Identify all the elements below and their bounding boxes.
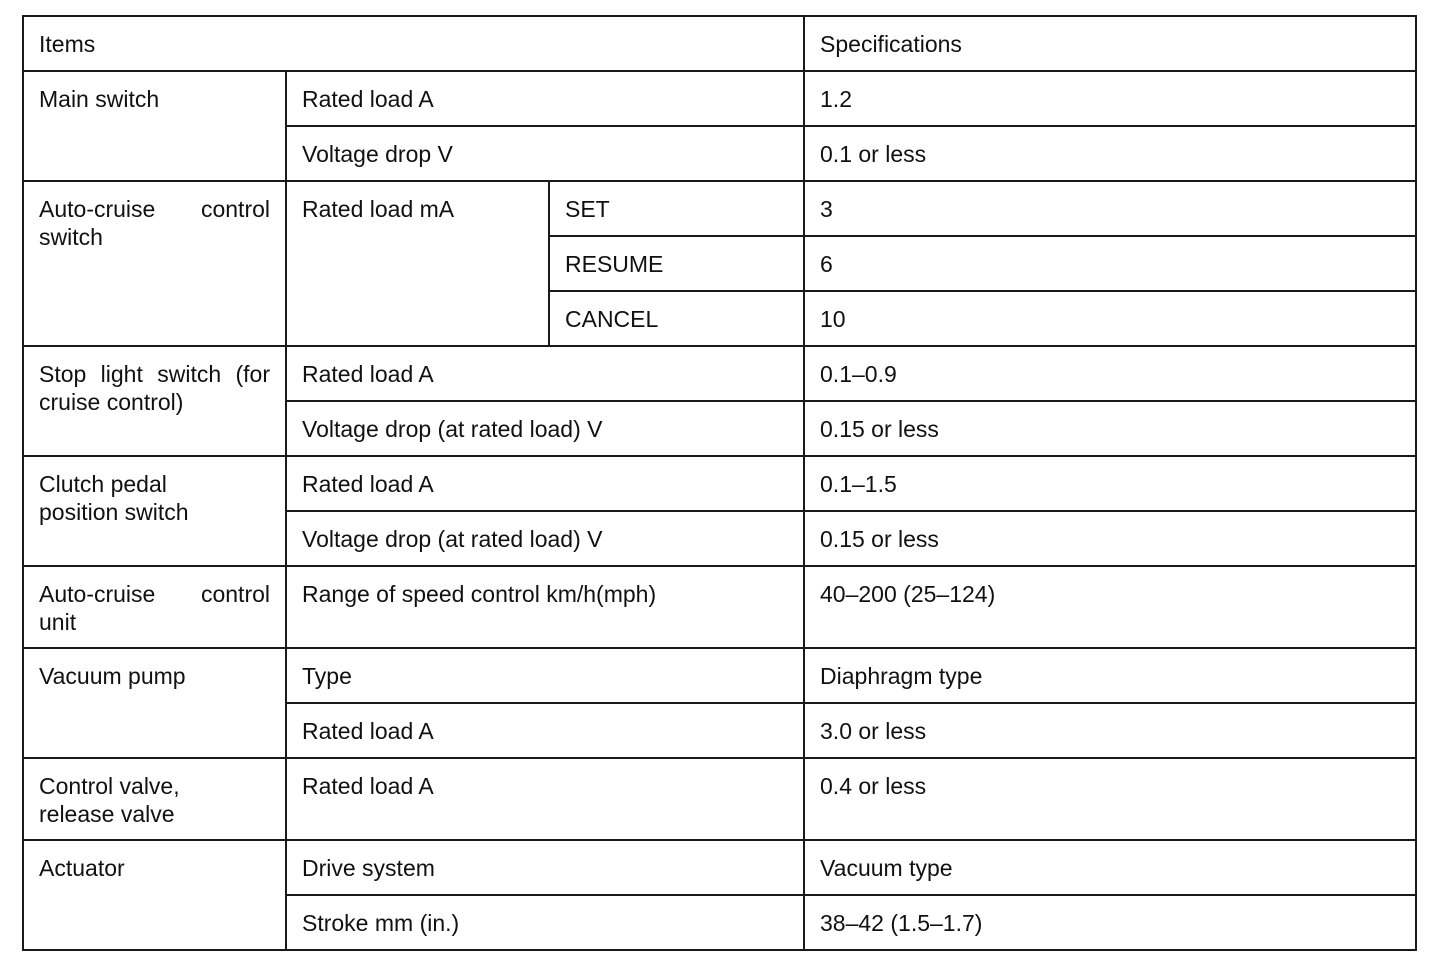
actuator-stroke-value: 38–42 (1.5–1.7) bbox=[804, 895, 1416, 950]
table-row bbox=[23, 758, 1416, 840]
item-actuator: Actuator bbox=[23, 840, 286, 950]
main-switch-rated-load-value: 1.2 bbox=[804, 71, 1416, 126]
cancel-value: 10 bbox=[804, 291, 1416, 346]
cancel-label: CANCEL bbox=[549, 291, 804, 346]
item-stop-light-switch: Stop light switch (for cruise control) bbox=[23, 346, 286, 456]
table-row bbox=[23, 346, 1416, 401]
stop-light-rated-load-value: 0.1–0.9 bbox=[804, 346, 1416, 401]
resume-label: RESUME bbox=[549, 236, 804, 291]
control-valve-item-line1: Control valve, bbox=[39, 773, 180, 799]
vacuum-pump-type-value: Diaphragm type bbox=[804, 648, 1416, 703]
table-row bbox=[23, 181, 1416, 236]
main-switch-rated-load-label: Rated load A bbox=[286, 71, 804, 126]
item-clutch-pedal-position-switch bbox=[23, 456, 286, 566]
clutch-voltage-drop-label: Voltage drop (at rated load) V bbox=[286, 511, 804, 566]
table-row bbox=[23, 840, 1416, 895]
clutch-rated-load-label: Rated load A bbox=[286, 456, 804, 511]
control-valve-rated-load-value: 0.4 or less bbox=[804, 758, 1416, 840]
vacuum-pump-rated-load-value: 3.0 or less bbox=[804, 703, 1416, 758]
control-valve-item-line2: release valve bbox=[39, 801, 175, 827]
main-switch-voltage-drop-label: Voltage drop V bbox=[286, 126, 804, 181]
speed-range-value: 40–200 (25–124) bbox=[804, 566, 1416, 648]
table-row bbox=[23, 456, 1416, 511]
actuator-drive-value: Vacuum type bbox=[804, 840, 1416, 895]
item-auto-cruise-control-switch: Auto-cruise control switch bbox=[23, 181, 286, 346]
item-control-release-valve bbox=[23, 758, 286, 840]
table-row bbox=[23, 648, 1416, 703]
clutch-item-line1: Clutch pedal bbox=[39, 471, 167, 497]
header-items: Items bbox=[23, 16, 804, 71]
item-auto-cruise-control-unit: Auto-cruise control unit bbox=[23, 566, 286, 648]
actuator-drive-label: Drive system bbox=[286, 840, 804, 895]
vacuum-pump-rated-load-label: Rated load A bbox=[286, 703, 804, 758]
control-valve-rated-load-label: Rated load A bbox=[286, 758, 804, 840]
clutch-rated-load-value: 0.1–1.5 bbox=[804, 456, 1416, 511]
auto-cruise-switch-rated-load-label: Rated load mA bbox=[286, 181, 549, 346]
actuator-stroke-label: Stroke mm (in.) bbox=[286, 895, 804, 950]
item-vacuum-pump: Vacuum pump bbox=[23, 648, 286, 758]
table-header-row bbox=[23, 16, 1416, 71]
speed-range-label: Range of speed control km/h(mph) bbox=[286, 566, 804, 648]
vacuum-pump-type-label: Type bbox=[286, 648, 804, 703]
specifications-table bbox=[22, 15, 1417, 951]
header-specifications: Specifications bbox=[804, 16, 1416, 71]
stop-light-voltage-drop-value: 0.15 or less bbox=[804, 401, 1416, 456]
item-main-switch: Main switch bbox=[23, 71, 286, 181]
table-row bbox=[23, 566, 1416, 648]
clutch-voltage-drop-value: 0.15 or less bbox=[804, 511, 1416, 566]
table-row bbox=[23, 71, 1416, 126]
set-value: 3 bbox=[804, 181, 1416, 236]
stop-light-rated-load-label: Rated load A bbox=[286, 346, 804, 401]
clutch-item-line2: position switch bbox=[39, 499, 189, 525]
resume-value: 6 bbox=[804, 236, 1416, 291]
main-switch-voltage-drop-value: 0.1 or less bbox=[804, 126, 1416, 181]
set-label: SET bbox=[549, 181, 804, 236]
stop-light-voltage-drop-label: Voltage drop (at rated load) V bbox=[286, 401, 804, 456]
